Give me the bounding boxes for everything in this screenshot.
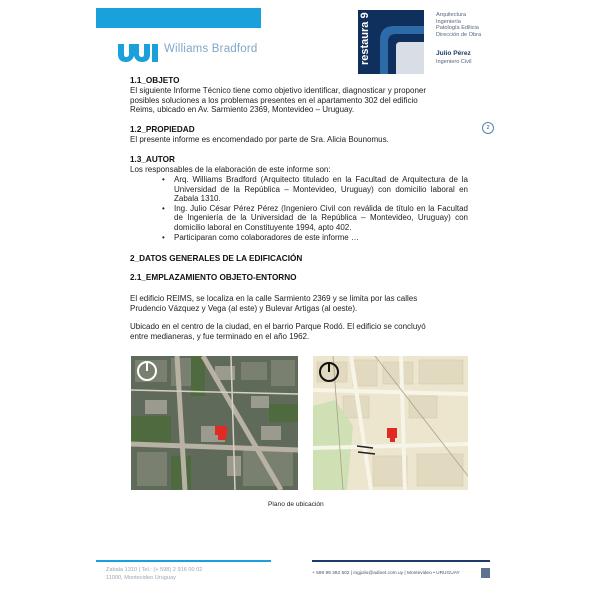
header-accent-bar [96,8,261,28]
autor-intro: Los responsables de la elaboración de este informe son: [130,165,331,174]
page-number-badge: 2 [482,122,494,134]
footer-city: 11000, Montevideo Uruguay [106,575,176,581]
footer-contact: + 598 99 382 502 | ingjulio@adinet.com.uy | Montevideo • URUGUAY [312,571,460,576]
brand-service-line: Ingeniería [436,18,461,25]
williams-bradford-logo-icon [116,42,160,64]
paragraph-line: Reims, ubicado en Av. Sarmiento 2369, Montevideo – Uruguay. [130,105,355,115]
figure-caption: Plano de ubicación [268,501,324,508]
engineer-name: Julio Pérez [436,50,471,57]
logo-wordmark: Williams Bradford [164,43,258,55]
authors-list [160,175,468,242]
list-item: • Participaran como colaboradores de este informe … [160,233,468,243]
brand-service-line: Patología Edilicia [436,25,479,32]
section-heading-propiedad: 1.2_PROPIEDAD [130,125,195,134]
emplazamiento-paragraph-2 [130,322,468,341]
propiedad-paragraph: El presente informe es encomendado por parte de Sra. Alicia Bounomus. [130,135,389,144]
paragraph-line: El siguiente Informe Técnico tiene como objetivo identificar, diagnosticar y proponer [130,86,427,95]
engineer-role: Ingeniero Civil [436,59,472,65]
footer-divider-right [312,560,490,562]
section-heading-datos-generales: 2_DATOS GENERALES DE LA EDIFICACIÓN [130,254,303,263]
restaura-brand: restaura 9 [359,12,371,65]
list-item: • Ing. Julio César Pérez Pérez (Ingeniero Civil con reválida de título en la Facultad de Ingeniería de la Universidad de la República – Montevideo, Uruguay) con domicilio laboral en Constituyente 1994, apto 402. [160,204,468,233]
footer-accent-square [481,568,490,578]
brand-services [436,12,481,38]
footer-address: Zabala 1310 | Tel.: (+ 598) 2 916 00 02 [106,567,203,573]
aerial-photo [131,356,298,490]
brand-service-line: Dirección de Obra [436,31,482,38]
footer-divider-left [96,560,271,562]
section-heading-autor: 1.3_AUTOR [130,155,175,164]
section-heading-emplazamiento: 2.1_EMPLAZAMIENTO OBJETO-ENTORNO [130,273,297,282]
emplazamiento-paragraph-1 [130,294,468,313]
paragraph-line: Prudencio Vázquez y Vega (al este) y Bulevar Artigas (al oeste). [130,303,358,313]
paragraph-line: posibles soluciones a los problemas presentes en el apartamento 302 del edificio [130,95,418,105]
section-heading-objeto: 1.1_OBJETO [130,76,180,85]
paragraph-line: El edificio REIMS, se localiza en la calle Sarmiento 2369 y se limita por las calles [130,294,418,303]
paragraph-line: Ubicado en el centro de la ciudad, en el barrio Parque Rodó. El edificio se concluyó [130,322,426,331]
street-map [313,356,468,490]
objeto-paragraph [130,86,468,115]
list-item: • Arq. Williams Bradford (Arquitecto titulado en la Facultad de Arquitectura de la Universidad de la República – Montevideo, Uruguay) con domicilio laboral en Zabala 1310. [160,175,468,204]
brand-service-line: Arquitectura [436,12,467,18]
paragraph-line: entre medianeras, y fue terminado en el año 1962. [130,331,310,341]
